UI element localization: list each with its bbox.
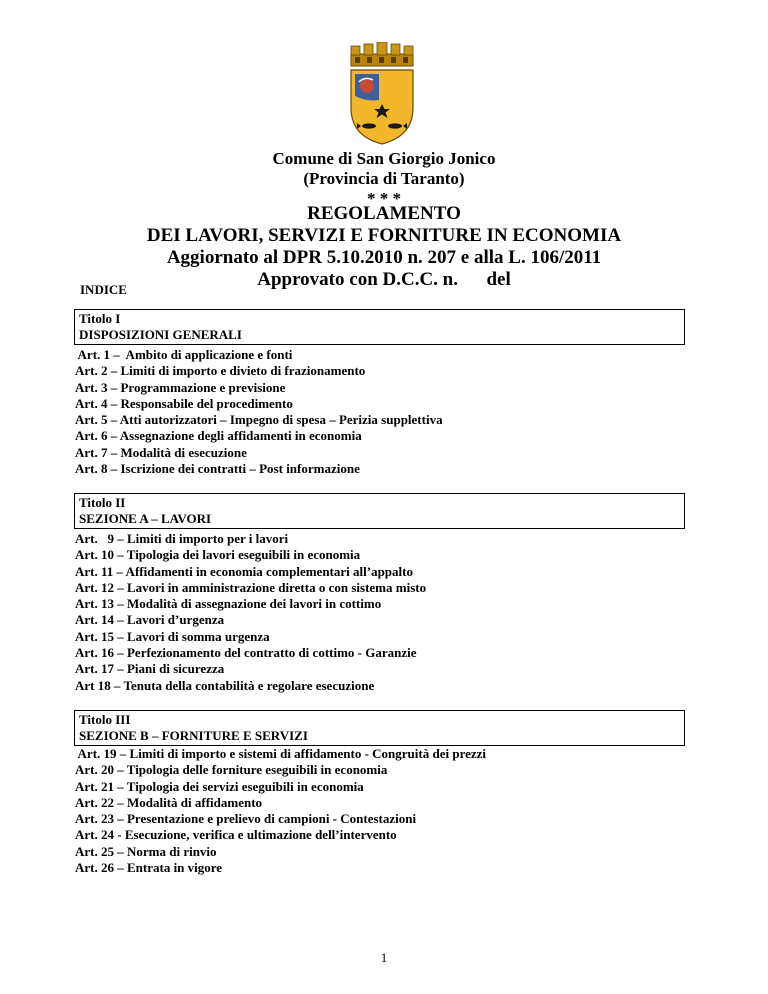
document-title-block — [0, 203, 768, 291]
list-item: Art 18 – Tenuta della contabilità e regolare esecuzione — [75, 677, 375, 693]
section-subtitle: SEZIONE A – LAVORI — [79, 511, 212, 526]
section-items-3 — [75, 746, 486, 876]
title-line-1: REGOLAMENTO — [307, 203, 461, 224]
list-item: Art. 10 – Tipologia dei lavori eseguibili in economia — [75, 547, 361, 563]
list-item: Art. 1 – Ambito di applicazione e fonti — [75, 347, 293, 362]
list-item: Art. 7 – Modalità di esecuzione — [75, 444, 247, 460]
title-line-2: DEI LAVORI, SERVIZI E FORNITURE IN ECONOMIA — [146, 225, 622, 246]
separator-stars: * * * — [367, 189, 401, 208]
list-item: Art. 19 – Limiti di importo e sistemi di affidamento - Congruità dei prezzi — [75, 746, 487, 761]
crown-icon — [351, 42, 413, 66]
index-heading: INDICE — [80, 282, 127, 297]
section-title: Titolo II — [79, 495, 126, 510]
list-item: Art. 8 – Iscrizione dei contratti – Post informazione — [75, 461, 360, 477]
section-title-box-3 — [74, 710, 685, 746]
list-item: Art. 23 – Presentazione e prelievo di campioni - Contestazioni — [75, 811, 417, 827]
list-item: Art. 24 - Esecuzione, verifica e ultimazione dell’intervento — [75, 827, 397, 843]
list-item: Art. 4 – Responsabile del procedimento — [75, 395, 293, 411]
coat-of-arms-emblem — [345, 42, 419, 146]
section-subtitle: SEZIONE B – FORNITURE E SERVIZI — [79, 728, 308, 743]
provincia-name: (Provincia di Taranto) — [303, 169, 465, 188]
list-item: Art. 26 – Entrata in vigore — [75, 860, 223, 876]
section-title-box-1 — [74, 309, 685, 345]
list-item: Art. 11 – Affidamenti in economia complementari all’appalto — [75, 563, 413, 579]
section-title: Titolo III — [79, 712, 131, 727]
approved-line: Approvato con D.C.C. n. del — [257, 269, 511, 290]
comune-name: Comune di San Giorgio Jonico — [272, 149, 496, 168]
section-title: Titolo I — [79, 311, 121, 326]
list-item: Art. 13 – Modalità di assegnazione dei lavori in cottimo — [75, 596, 382, 612]
section-subtitle: DISPOSIZIONI GENERALI — [79, 327, 242, 342]
section-title-box-2 — [74, 493, 685, 529]
list-item: Art. 20 – Tipologia delle forniture eseguibili in economia — [75, 762, 388, 778]
section-items-2 — [75, 531, 426, 694]
list-item: Art. 15 – Lavori di somma urgenza — [75, 628, 270, 644]
list-item: Art. 5 – Atti autorizzatori – Impegno di spesa – Perizia supplettiva — [75, 412, 443, 428]
list-item: Art. 16 – Perfezionamento del contratto di cottimo - Garanzie — [75, 645, 417, 661]
list-item: Art. 17 – Piani di sicurezza — [75, 661, 225, 677]
list-item: Art. 2 – Limiti di importo e divieto di frazionamento — [75, 363, 366, 379]
page-number: 1 — [380, 950, 388, 965]
list-item: Art. 21 – Tipologia dei servizi eseguibili in economia — [75, 778, 364, 794]
municipality-header — [0, 149, 768, 209]
updated-line: Aggiornato al DPR 5.10.2010 n. 207 e alla L. 106/2011 — [166, 247, 602, 268]
section-items-1 — [75, 347, 443, 477]
list-item: Art. 25 – Norma di rinvio — [75, 843, 217, 859]
list-item: Art. 6 – Assegnazione degli affidamenti in economia — [75, 428, 362, 444]
list-item: Art. 12 – Lavori in amministrazione diretta o con sistema misto — [75, 579, 427, 595]
list-item: Art. 22 – Modalità di affidamento — [75, 794, 263, 810]
list-item: Art. 9 – Limiti di importo per i lavori — [75, 531, 289, 546]
list-item: Art. 3 – Programmazione e previsione — [75, 379, 286, 395]
list-item: Art. 14 – Lavori d’urgenza — [75, 612, 225, 628]
